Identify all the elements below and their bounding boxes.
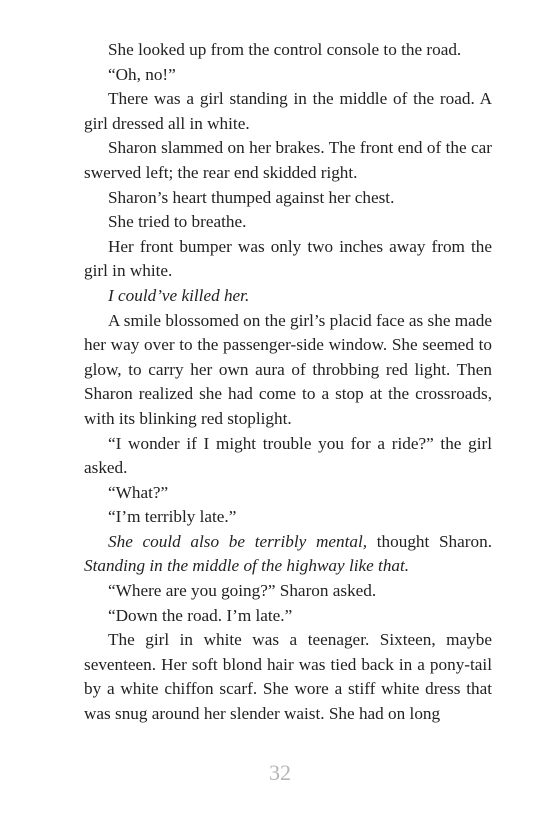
paragraph: She tried to breathe. — [108, 212, 247, 232]
italic-thought: She could also be terribly mental, — [108, 531, 368, 551]
paragraph: “I’m terribly late.” — [108, 507, 237, 527]
paragraph: There was a girl standing in the middle of the road. A girl dressed all in white. — [84, 89, 492, 133]
paragraph: The girl in white was a teenager. Sixteen, maybe seventeen. Her soft blond hair was tied back in a pony-tail by a white chiffon scarf. She wore a stiff white dress that was snug around her slender waist. She had on long — [84, 630, 492, 724]
italic-paragraph: I could’ve killed her. — [108, 285, 250, 305]
paragraph: “Where are you going?” Sharon asked. — [108, 581, 377, 601]
paragraph: Sharon slammed on her brakes. The front end of the car swerved left; the rear end skidded right. — [84, 138, 492, 182]
body-text — [84, 38, 492, 727]
mixed-paragraph — [84, 530, 492, 579]
paragraph: “What?” — [108, 482, 169, 502]
paragraph: A smile blossomed on the girl’s placid face as she made her way over to the passenger-side window. She seemed to glow, to carry her own aura of throbbing red light. Then Sharon realized she had come to a stop at the crossroads, with its blinking red stoplight. — [84, 310, 492, 428]
paragraph: She looked up from the control console to the road. — [108, 40, 462, 59]
italic-thought: Standing in the middle of the highway like that. — [84, 556, 410, 576]
paragraph: “Down the road. I’m late.” — [108, 605, 293, 625]
paragraph: “Oh, no!” — [108, 64, 176, 84]
paragraph: “I wonder if I might trouble you for a ride?” the girl asked. — [84, 433, 492, 478]
paragraph-text: thought Sharon. — [367, 531, 492, 551]
paragraph: Sharon’s heart thumped against her chest. — [108, 187, 395, 207]
paragraph: Her front bumper was only two inches away from the girl in white. — [84, 236, 492, 281]
page-number: 32 — [269, 760, 291, 785]
